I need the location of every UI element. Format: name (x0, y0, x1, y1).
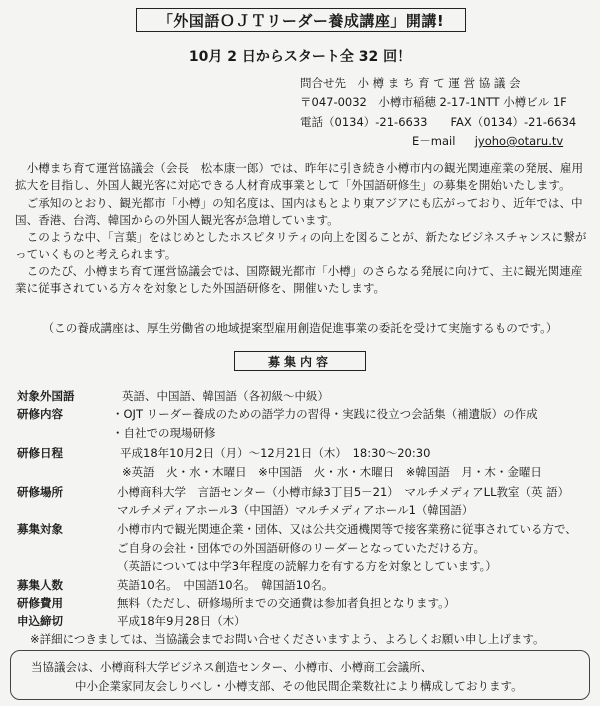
intro-paragraph-1: 小樽まち育て運営協議会（会長 松本康一郎）では、昨年に引き続き小樽市内の観光関連産業の発展、雇用拡大を目指し、外国人観光客に対応できる人材育成事業として「外国語研修生」の募集を開始いたします。 (15, 161, 584, 192)
deadline-value: 平成18年9月28日（木） (117, 614, 246, 628)
content-value-2: ・自社での現場研修 (112, 426, 216, 440)
schedule-value: 平成18年10月2日（月）～12月21日（木） 18:30～20:30 (120, 446, 431, 460)
target-value-3: （英語については中学3年程度の読解力を有する方を対象としています。） (117, 559, 497, 573)
contact-phone-fax: 電話（0134）-21-6633 FAX（0134）-21-6634 (300, 115, 577, 129)
sponsor-note: （この養成講座は、厚生労働省の地域提案型雇用創造促進事業の委託を受けて実施するものです。） (42, 321, 558, 335)
intro-paragraph-2: ご承知のとおり、観光都市「小樽」の知名度は、国内はもとより東アジアにも広がっており、近年では、中国、香港、台湾、韓国からの外国人観光客が急増しています。 (15, 196, 583, 227)
section-title (234, 351, 366, 371)
schedule-label: 研修日程 (17, 446, 63, 460)
content-label: 研修内容 (17, 407, 63, 421)
contact-email-row (412, 133, 563, 149)
content-value-1: ・OJT リーダー養成のための語学力の習得・実践に役立つ会話集（補遺版）の作成 (112, 407, 538, 421)
deadline-label: 申込締切 (17, 614, 63, 628)
fee-value: 無料（ただし、研修場所までの交通費は参加者負担となります。） (117, 596, 456, 610)
contact-address: 〒047-0032 小樽市稲穂 2-17-1NTT 小樽ビル 1F (300, 95, 567, 109)
page-title-text: 「外国語ＯＪＴリーダー養成講座」開講! (157, 11, 445, 30)
target-label: 募集対象 (17, 522, 63, 536)
target-value-2: ご自身の会社・団体での外国語研修のリーダーとなっていただける方。 (117, 541, 485, 555)
page-title (136, 8, 466, 32)
footer-line-1: 当協議会は、小樽商科大学ビジネス創造センター、小樽市、小樽商工会議所、 (31, 660, 433, 674)
inquiry-footnote: ※詳細につきましては、当協議会までお問い合せくださいますよう、よろしくお願い申し上げます。 (30, 632, 545, 646)
place-value-2: マルチメディアホール3（中国語）マルチメディアホール1（韓国語） (117, 503, 474, 517)
fee-label: 研修費用 (17, 596, 63, 610)
section-title-text: 募集内容 (267, 354, 332, 369)
languages-value: 英語、中国語、韓国語（各初級～中級） (122, 389, 329, 403)
capacity-value: 英語10名。 中国語10名。 韓国語10名。 (117, 578, 334, 592)
intro-paragraph-4: このたび、小樽まち育て運営協議会では、国際観光都市「小樽」のさらなる発展に向けて、主に観光関連産業に従事されている方々を対象とした外国語研修を、開催いたします。 (15, 264, 583, 295)
place-label: 研修場所 (17, 485, 63, 499)
languages-label: 対象外国語 (17, 389, 75, 403)
organization-footer (10, 650, 590, 700)
target-value-1: 小樽市内で観光関連企業・団体、又は公共交通機関等で接客業務に従事されている方で、 (117, 522, 577, 536)
place-value-1: 小樽商科大学 言語センター（小樽市緑3丁目5－21） マルチメディアLL教室（英 語） (117, 485, 570, 499)
footer-line-2: 中小企業家同友会しりべし・小樽支部、その他民間企業数社により構成しております。 (75, 679, 523, 693)
schedule-days: ※英語 火・水・木曜日 ※中国語 火・水・木曜日 ※韓国語 月・木・金曜日 (122, 465, 542, 479)
email-label: E－mail (412, 134, 456, 148)
contact-org: 問合せ先 小 樽 ま ち 育 て 運 営 協 議 会 (300, 76, 521, 90)
start-date-subtitle: 10月 2 日からスタート全 32 回！ (188, 49, 412, 65)
email-link[interactable]: jyoho@otaru.tv (474, 134, 564, 148)
capacity-label: 募集人数 (17, 578, 63, 592)
intro-paragraph-3: このような中、「言葉」をはじめとしたホスピタリティの向上を図ることが、新たなビジネスチャンスに繋がっていくものと考えられます。 (15, 230, 587, 261)
